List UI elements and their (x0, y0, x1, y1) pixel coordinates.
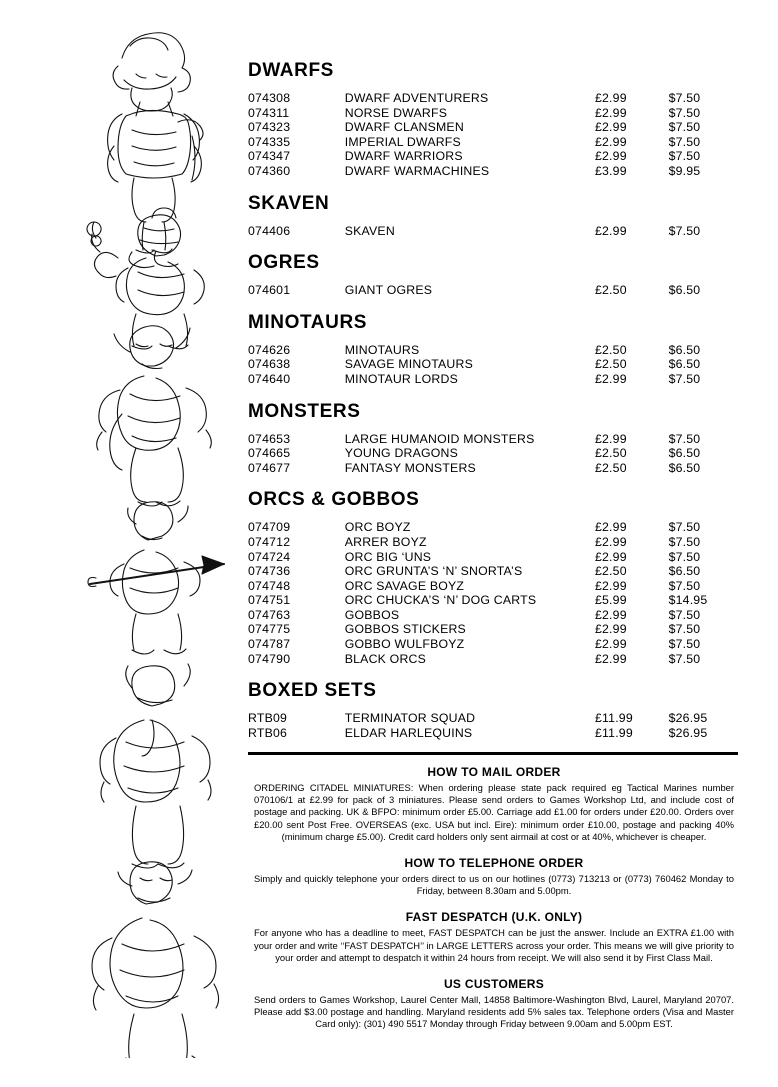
table-row (248, 593, 738, 608)
item-code: 074323 (248, 120, 291, 135)
items-table (248, 711, 738, 740)
item-code: 074347 (248, 149, 291, 164)
items-table (248, 91, 738, 179)
table-row (248, 608, 738, 623)
item-code: 074751 (248, 593, 291, 608)
item-name: YOUNG DRAGONS (344, 446, 459, 461)
item-name: MINOTAUR LORDS (344, 371, 458, 386)
item-name: NORSE DWARFS (344, 105, 448, 120)
item-price-usd: $6.50 (668, 460, 701, 475)
item-price-usd: $7.50 (668, 91, 701, 105)
item-name: MINOTAURS (344, 342, 420, 357)
item-code: 074311 (248, 105, 290, 120)
items-table (248, 283, 738, 298)
ordering-information (248, 765, 740, 1044)
table-row (248, 283, 738, 298)
item-price-gbp: £2.50 (594, 564, 627, 579)
info-text: ORDERING CITADEL MINIATURES: When ordering please state pack required eg Tactical Marines number 070106/1 at £2.99 for pack of 3 miniatures. Please send orders to Games Workshop Ltd, and include cost of postage and packing. UK & BFPO: minimum order £5.00. Carriage add £1.00 for orders under £20.00. Orders over £20.00 sent Post Free. OVERSEAS (exc. USA but incl. Eire): minimum order £10.00, postage and packing 40% (minimum charge £5.00). Credit card holders only sent airmail at cost or at 40%, whichever is cheaper. (254, 782, 734, 842)
item-price-gbp: £2.99 (594, 578, 627, 593)
item-price-gbp: £2.99 (594, 431, 627, 446)
table-row (248, 622, 738, 637)
item-name: TERMINATOR SQUAD (344, 711, 476, 726)
item-code: 074406 (248, 223, 291, 238)
item-price-usd: $6.50 (668, 564, 701, 579)
item-price-usd: $6.50 (668, 342, 701, 357)
section-title: DWARFS (248, 60, 334, 81)
table-row (248, 164, 738, 179)
item-price-usd: $7.50 (668, 607, 701, 622)
item-price-usd: $26.95 (668, 711, 708, 726)
dwarf-lord-figure (108, 33, 203, 268)
item-name: BLACK ORCS (344, 651, 427, 666)
section-skaven (248, 193, 738, 239)
table-row (248, 520, 738, 535)
info-text: Send orders to Games Workshop, Laurel Center Mall, 14858 Baltimore-Washington Blvd, Laurel, Maryland 20707. Please add $3.00 postage and handling. Maryland residents add 5% sales tax. Telephone orders (Visa and Master Card only): (301) 490 5517 Monday through Friday between 9.00am and 5.00pm EST. (254, 994, 734, 1030)
item-code: 074601 (248, 283, 291, 298)
item-price-usd: $6.50 (668, 283, 701, 298)
item-price-usd: $7.50 (668, 578, 701, 593)
item-price-usd: $7.50 (668, 651, 701, 666)
item-price-usd: $7.50 (668, 371, 701, 386)
item-code: 074709 (248, 520, 291, 535)
item-code: 074335 (248, 134, 291, 149)
item-price-usd: $7.50 (668, 431, 701, 446)
table-row (248, 432, 738, 447)
section-boxed-sets (248, 680, 738, 740)
fantasy-figures-artwork (60, 18, 235, 1058)
item-price-usd: $7.50 (668, 120, 701, 135)
item-name: ORC CHUCKA’S ‘N’ DOG CARTS (344, 593, 537, 608)
section-orcs-and-gobbos (248, 489, 738, 666)
item-price-usd: $7.50 (668, 549, 701, 564)
item-code: 074360 (248, 163, 291, 178)
fast-despatch-block (248, 910, 740, 964)
item-price-gbp: £2.99 (594, 149, 627, 164)
info-text: For anyone who has a deadline to meet, FAST DESPATCH can be just the answer. Include an EXTRA £1.00 with your order and write ‘‘FAST DESPATCH’’ in LARGE LETTERS across your order. This means we will give priority to your order and attempt to despatch it within 24 hours from receipt. We will also send it by First Class Mail. (254, 927, 734, 963)
table-row (248, 550, 738, 565)
item-price-gbp: £2.99 (594, 134, 627, 149)
item-price-gbp: £2.99 (594, 520, 627, 535)
item-price-gbp: £2.99 (594, 534, 627, 549)
table-row (248, 564, 738, 579)
item-price-gbp: £2.99 (594, 91, 627, 105)
info-heading: HOW TO MAIL ORDER (427, 765, 561, 779)
table-row (248, 461, 738, 476)
item-name: FANTASY MONSTERS (344, 460, 476, 475)
section-monsters (248, 401, 738, 476)
table-row (248, 343, 738, 358)
section-title: BOXED SETS (248, 680, 377, 702)
item-price-usd: $7.50 (668, 149, 701, 164)
item-code: 074775 (248, 622, 291, 637)
table-row (248, 357, 738, 372)
item-code: 074736 (248, 564, 291, 579)
item-name: ORC BIG ‘UNS (344, 549, 432, 564)
item-price-gbp: £2.50 (594, 446, 627, 461)
miniatures-illustration-column (60, 18, 235, 1058)
item-price-usd: $7.50 (668, 520, 701, 535)
item-price-gbp: £3.99 (594, 163, 627, 178)
chaos-warrior-figure (100, 664, 211, 868)
table-row (248, 120, 738, 135)
item-price-usd: $7.50 (668, 637, 701, 652)
how-to-telephone-order-block (248, 856, 740, 897)
us-customers-block (248, 977, 740, 1031)
item-price-gbp: £2.99 (594, 120, 627, 135)
items-table (248, 520, 738, 666)
table-row (248, 106, 738, 121)
table-row (248, 149, 738, 164)
item-name: DWARF WARMACHINES (344, 163, 490, 178)
item-name: ORC GRUNTA’S ‘N’ SNORTA’S (344, 564, 523, 579)
item-name: SAVAGE MINOTAURS (344, 357, 473, 372)
item-name: GOBBO WULFBOYZ (344, 637, 465, 652)
horizontal-rule (248, 752, 738, 755)
item-price-gbp: £2.99 (594, 651, 627, 666)
item-code: RTB06 (248, 725, 288, 740)
item-price-gbp: £5.99 (594, 593, 627, 608)
item-name: DWARF ADVENTURERS (344, 91, 489, 105)
table-row (248, 652, 738, 667)
item-price-gbp: £2.50 (594, 342, 627, 357)
item-price-usd: $26.95 (668, 725, 708, 740)
section-minotaurs (248, 312, 738, 387)
item-price-usd: $7.50 (668, 134, 701, 149)
item-price-usd: $7.50 (668, 105, 701, 120)
item-price-gbp: £11.99 (594, 711, 633, 726)
table-row (248, 726, 738, 741)
beastman-figure (97, 326, 212, 506)
item-price-usd: $6.50 (668, 446, 701, 461)
info-text: Simply and quickly telephone your orders direct to us on our hotlines (0773) 713213 or (0773) 760462 Monday to Friday, between 8.30am and 5.00pm. (254, 873, 734, 897)
item-name: GIANT OGRES (344, 283, 433, 298)
item-name: GOBBOS STICKERS (344, 622, 466, 637)
table-row (248, 637, 738, 652)
items-table (248, 343, 738, 387)
item-code: 074626 (248, 342, 291, 357)
item-code: 074665 (248, 446, 291, 461)
item-price-gbp: £2.99 (594, 105, 627, 120)
item-price-usd: $7.50 (668, 622, 701, 637)
table-row (248, 535, 738, 550)
info-heading: FAST DESPATCH (U.K. ONLY) (405, 910, 583, 925)
product-listings (248, 60, 738, 744)
section-title: SKAVEN (248, 192, 330, 214)
item-code: 074763 (248, 607, 291, 622)
item-price-usd: $7.50 (668, 223, 701, 238)
item-name: DWARF CLANSMEN (344, 120, 464, 135)
section-dwarfs (248, 60, 738, 179)
section-ogres (248, 252, 738, 298)
item-price-gbp: £2.99 (594, 223, 627, 238)
item-price-gbp: £2.50 (594, 357, 627, 372)
table-row (248, 91, 738, 106)
table-row (248, 446, 738, 461)
section-title: OGRES (248, 252, 320, 274)
orc-spearman-figure (88, 502, 224, 654)
item-name: ORC BOYZ (344, 520, 411, 535)
item-price-gbp: £2.99 (594, 607, 627, 622)
table-row (248, 224, 738, 239)
item-price-gbp: £2.50 (594, 460, 627, 475)
item-price-gbp: £2.99 (594, 622, 627, 637)
helmed-warrior-figure (87, 208, 204, 349)
item-name: IMPERIAL DWARFS (344, 134, 461, 149)
item-code: 074790 (248, 651, 291, 666)
item-price-gbp: £2.99 (594, 371, 627, 386)
table-row (248, 135, 738, 150)
section-title: ORCS & GOBBOS (248, 489, 420, 511)
item-name: DWARF WARRIORS (344, 149, 463, 164)
item-code: 074724 (248, 549, 291, 564)
table-row (248, 579, 738, 594)
troll-figure (92, 862, 219, 1058)
item-code: RTB09 (248, 711, 288, 726)
item-code: 074640 (248, 371, 291, 386)
item-code: 074638 (248, 357, 291, 372)
section-title: MINOTAURS (248, 311, 368, 333)
info-heading: HOW TO TELEPHONE ORDER (404, 856, 584, 871)
item-name: ELDAR HARLEQUINS (344, 725, 473, 740)
table-row (248, 372, 738, 387)
item-price-gbp: £2.50 (594, 283, 627, 298)
item-code: 074748 (248, 578, 291, 593)
item-price-gbp: £11.99 (594, 725, 633, 740)
table-row (248, 711, 738, 726)
item-code: 074653 (248, 431, 291, 446)
item-code: 074677 (248, 460, 291, 475)
items-table (248, 224, 738, 239)
items-table (248, 432, 738, 476)
item-code: 074308 (248, 91, 291, 105)
item-name: GOBBOS (344, 607, 400, 622)
item-price-usd: $6.50 (668, 357, 701, 372)
item-price-usd: $7.50 (668, 534, 701, 549)
item-name: ARRER BOYZ (344, 534, 427, 549)
info-heading: US CUSTOMERS (443, 977, 545, 992)
item-price-gbp: £2.99 (594, 549, 627, 564)
item-price-gbp: £2.99 (594, 637, 627, 652)
item-code: 074787 (248, 637, 291, 652)
item-name: SKAVEN (344, 223, 395, 238)
item-name: LARGE HUMANOID MONSTERS (344, 431, 535, 446)
item-price-usd: $14.95 (668, 593, 708, 608)
section-title: MONSTERS (248, 400, 361, 422)
item-price-usd: $9.95 (668, 163, 701, 178)
item-code: 074712 (248, 534, 291, 549)
item-name: ORC SAVAGE BOYZ (344, 578, 465, 593)
how-to-mail-order-block (248, 765, 740, 843)
